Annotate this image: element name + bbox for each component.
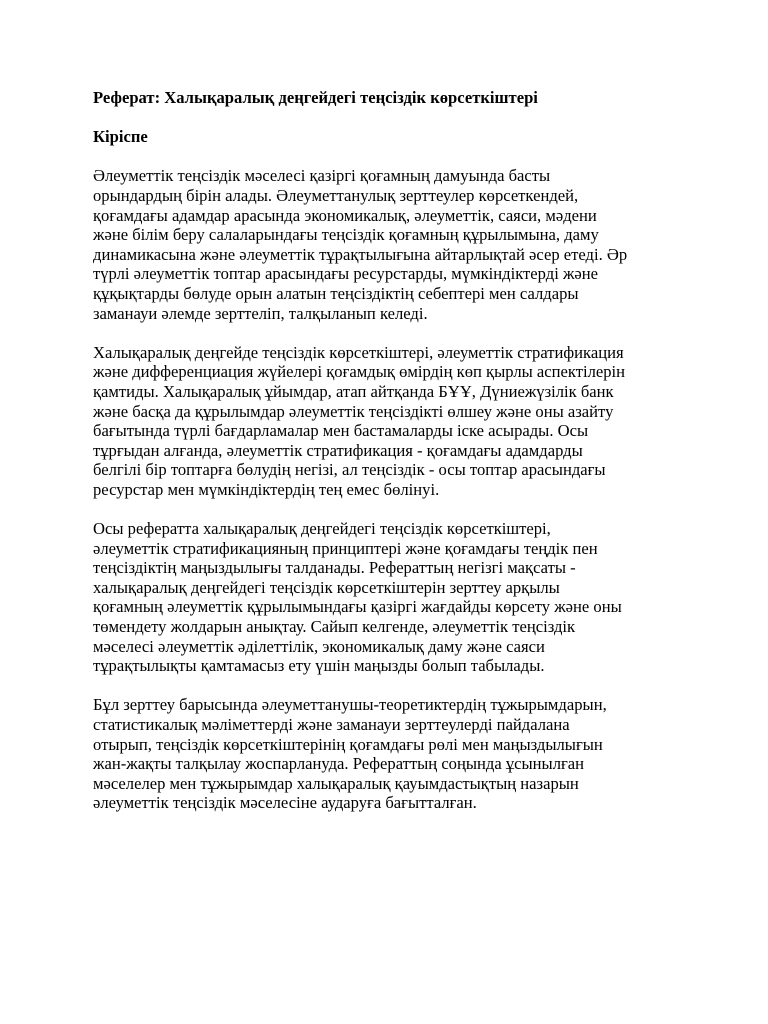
paragraph-line: Осы рефератта халықаралық деңгейдегі теңсіздік көрсеткіштері, — [93, 519, 551, 539]
paragraph-line: теңсіздіктің маңыздылығы талданады. Рефераттың негізгі мақсаты - — [93, 558, 576, 578]
paragraph-line: ресурстар мен мүмкіндіктердің тең емес бөлінуі. — [93, 479, 440, 499]
document-page — [93, 82, 683, 833]
paragraph-line: динамикасына және әлеуметтік тұрақтылығына айтарлықтай әсер етеді. Әр — [93, 244, 628, 264]
paragraph-1 — [93, 166, 683, 323]
paragraph-line: жан-жақты талқылау жоспарлануда. Рефераттың соңында ұсынылған — [93, 754, 585, 774]
paragraph-line: тұрақтылықты қамтамасыз ету үшін маңызды болып табылады. — [93, 656, 545, 676]
paragraph-line: бағытында түрлі бағдарламалар мен бастамаларды іске асырады. Осы — [93, 421, 589, 441]
paragraph-line: заманауи әлемде зерттеліп, талқыланып келеді. — [93, 303, 428, 323]
paragraph-line: халықаралық деңгейдегі теңсіздік көрсеткіштерін зерттеу арқылы — [93, 577, 560, 597]
paragraph-line: тұрғыдан алғанда, әлеуметтік стратификация - қоғамдағы адамдарды — [93, 440, 583, 460]
paragraph-line: әлеуметтік теңсіздік мәселесіне аударуға бағытталған. — [93, 793, 477, 813]
paragraph-line: орындардың бірін алады. Әлеуметтанулық зерттеулер көрсеткендей, — [93, 185, 579, 205]
section-heading: Кіріспе — [93, 127, 148, 147]
paragraph-line: Әлеуметтік теңсіздік мәселесі қазіргі қоғамның дамуында басты — [93, 166, 551, 186]
paragraph-line: мәселесі әлеуметтік әділеттілік, экономикалық даму және саяси — [93, 636, 545, 656]
paragraph-line: белгілі бір топтарға бөлудің негізі, ал теңсіздік - осы топтар арасындағы — [93, 460, 606, 480]
paragraph-line: қамтиды. Халықаралық ұйымдар, атап айтқанда БҰҰ, Дүниежүзілік банк — [93, 381, 614, 401]
paragraph-3 — [93, 519, 683, 676]
paragraph-line: және басқа да құрылымдар әлеуметтік теңсіздікті өлшеу және оны азайту — [93, 401, 614, 421]
paragraph-line: қоғамның әлеуметтік құрылымындағы қазіргі жағдайды көрсету және оны — [93, 597, 622, 617]
paragraph-line: отырып, теңсіздік көрсеткіштерінің қоғамдағы рөлі мен маңыздылығын — [93, 734, 603, 754]
paragraph-4 — [93, 695, 683, 813]
paragraph-2 — [93, 343, 683, 500]
paragraph-line: төмендету жолдарын анықтау. Сайып келгенде, әлеуметтік теңсіздік — [93, 617, 576, 637]
paragraph-line: әлеуметтік стратификацияның принциптері және қоғамдағы теңдік пен — [93, 538, 598, 558]
paragraph-line: мәселелер мен тұжырымдар халықаралық қауымдастықтың назарын — [93, 773, 579, 793]
paragraph-line: Бұл зерттеу барысында әлеуметтанушы-теоретиктердің тұжырымдарын, — [93, 695, 607, 715]
paragraph-line: түрлі әлеуметтік топтар арасындағы ресурстарды, мүмкіндіктерді және — [93, 264, 599, 284]
paragraph-line: және дифференциация жүйелері қоғамдық өмірдің көп қырлы аспектілерін — [93, 362, 626, 382]
paragraph-line: құқықтарды бөлуде орын алатын теңсіздіктің себептері мен салдары — [93, 283, 579, 303]
paragraph-line: Халықаралық деңгейде теңсіздік көрсеткіштері, әлеуметтік стратификация — [93, 342, 624, 362]
paragraph-line: және білім беру салаларындағы теңсіздік қоғамның құрылымына, даму — [93, 225, 599, 245]
document-title: Реферат: Халықаралық деңгейдегі теңсіздік көрсеткіштері — [93, 88, 538, 107]
paragraph-line: статистикалық мәліметтерді және заманауи зерттеулерді пайдалана — [93, 715, 570, 734]
paragraph-line: қоғамдағы адамдар арасында экономикалық, әлеуметтік, саяси, мәдени — [93, 205, 597, 225]
